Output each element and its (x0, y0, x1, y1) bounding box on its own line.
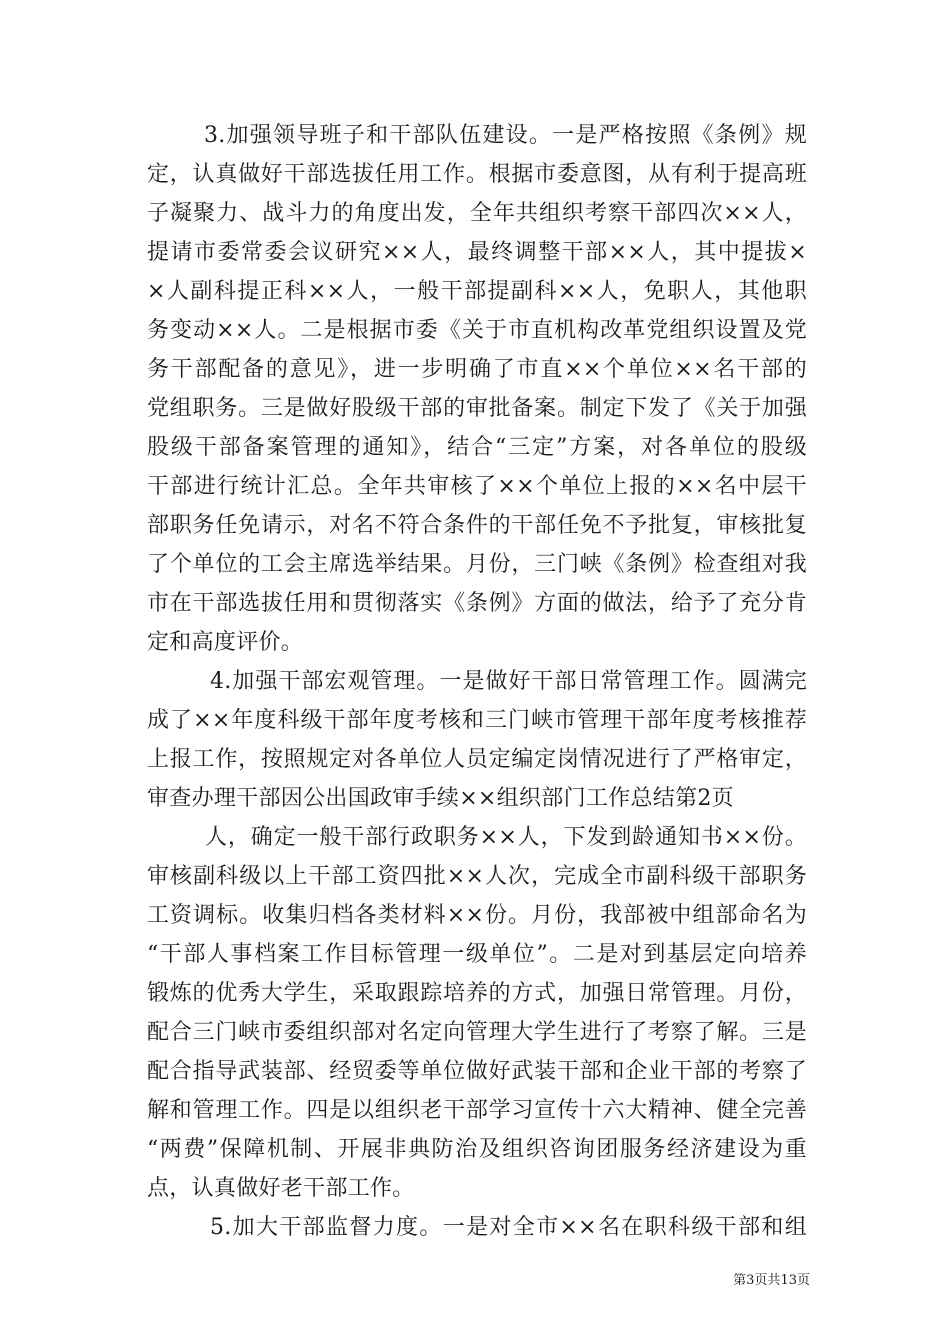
paragraph-4-cont-line-3: 工资调标。收集归档各类材料××份。月份，我部被中组部命名为 (147, 903, 807, 928)
paragraph-3-line-6: 务变动××人。二是根据市委《关于市直机构改革党组织设置及党 (147, 318, 807, 343)
paragraph-3-line-12: 了个单位的工会主席选举结果。月份，三门峡《条例》检查组对我 (147, 552, 807, 577)
paragraph-3-line-14: 定和高度评价。 (147, 630, 304, 655)
paragraph-3-line-2: 定，认真做好干部选拔任用工作。根据市委意图，从有利于提高班 (147, 162, 807, 187)
paragraph-3-line-9: 股级干部备案管理的通知》，结合“三定”方案，对各单位的股级 (147, 435, 807, 460)
paragraph-3-line-1: 3.加强领导班子和干部队伍建设。一是严格按照《条例》规 (204, 123, 807, 148)
paragraph-4-line-2: 成了××年度科级干部年度考核和三门峡市管理干部年度考核推荐 (147, 708, 807, 733)
paragraph-4-cont-line-9: “两费”保障机制、开展非典防治及组织咨询团服务经济建设为重 (147, 1137, 807, 1162)
paragraph-4-cont-line-6: 配合三门峡市委组织部对名定向管理大学生进行了考察了解。三是 (147, 1020, 807, 1045)
paragraph-4-cont-line-7: 配合指导武装部、经贸委等单位做好武装干部和企业干部的考察了 (147, 1059, 807, 1084)
paragraph-3-line-13: 市在干部选拔任用和贯彻落实《条例》方面的做法，给予了充分肯 (147, 591, 807, 616)
paragraph-5-line-1: 5.加大干部监督力度。一是对全市××名在职科级干部和组 (210, 1215, 807, 1240)
paragraph-4-cont-line-4: “干部人事档案工作目标管理一级单位”。二是对到基层定向培养 (147, 942, 807, 967)
paragraph-4-line-3: 上报工作，按照规定对各单位人员定编定岗情况进行了严格审定， (147, 747, 807, 772)
paragraph-4-cont-line-2: 审核副科级以上干部工资四批××人次，完成全市副科级干部职务 (147, 864, 807, 889)
paragraph-3-line-3: 子凝聚力、战斗力的角度出发，全年共组织考察干部四次××人， (147, 201, 807, 226)
paragraph-4-cont-line-5: 锻炼的优秀大学生，采取跟踪培养的方式，加强日常管理。月份， (147, 981, 807, 1006)
paragraph-4-cont-line-8: 解和管理工作。四是以组织老干部学习宣传十六大精神、健全完善 (147, 1098, 807, 1123)
paragraph-3-line-8: 党组职务。三是做好股级干部的审批备案。制定下发了《关于加强 (147, 396, 807, 421)
paragraph-4-line-4: 审查办理干部因公出国政审手续××组织部门工作总结第2页 (147, 786, 734, 811)
paragraph-3-line-10: 干部进行统计汇总。全年共审核了××个单位上报的××名中层干 (147, 474, 807, 499)
paragraph-4-cont-line-1: 人，确定一般干部行政职务××人，下发到龄通知书××份。 (205, 825, 807, 850)
page-number-footer: 第3页共13页 (733, 1273, 810, 1288)
paragraph-4-cont-line-10: 点，认真做好老干部工作。 (147, 1176, 415, 1201)
paragraph-4-line-1: 4.加强干部宏观管理。一是做好干部日常管理工作。圆满完 (210, 669, 807, 694)
paragraph-3-line-4: 提请市委常委会议研究××人，最终调整干部××人，其中提拔× (147, 240, 807, 265)
paragraph-3-line-11: 部职务任免请示，对名不符合条件的干部任免不予批复，审核批复 (147, 513, 807, 538)
paragraph-3-line-5: ×人副科提正科××人，一般干部提副科××人，免职人，其他职 (147, 279, 807, 304)
paragraph-3-line-7: 务干部配备的意见》，进一步明确了市直××个单位××名干部的 (147, 357, 807, 382)
